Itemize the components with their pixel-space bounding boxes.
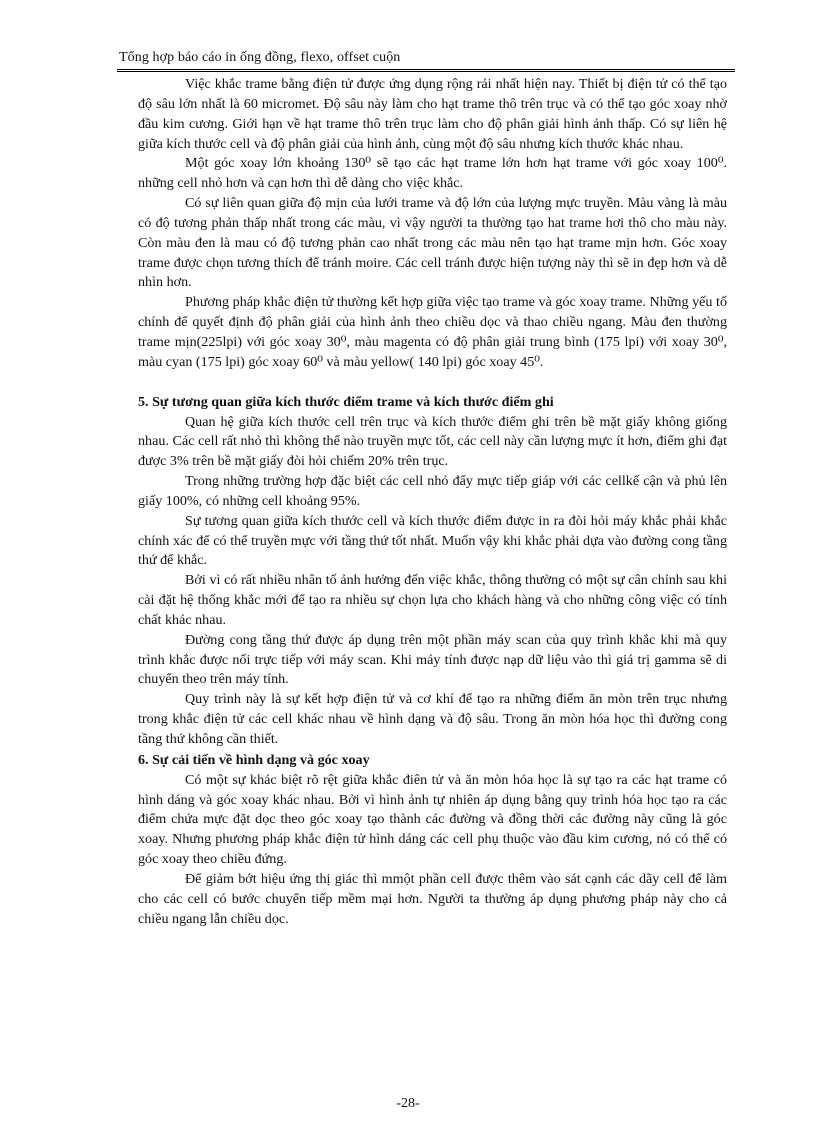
paragraph: Quy trình này là sự kết hợp điện tử và cơ khí để tạo ra những điểm ăn mòn trên trục nhưng trong khắc điện tử các cell khác nhau về hình dạng và độ sâu. Trong ăn mòn hóa học thì đường cong tầng thứ không cần thiết. <box>138 691 727 747</box>
paragraph: Đường cong tầng thứ được áp dụng trên một phần máy scan của quy trình khắc khi mà quy trình khắc được nối trực tiếp với máy scan. Khi máy tính được nạp dữ liệu vào thì giá trị gamma sẽ di chuyển theo trên máy tính. <box>138 631 727 688</box>
header-title: Tổng hợp báo cáo in ống đồng, flexo, offset cuộn <box>119 50 401 65</box>
paragraph: Có một sự khác biệt rõ rệt giữa khắc điên tử và ăn mòn hóa học là sự tạo ra các hạt trame có hình dáng và góc xoay khác nhau. Bởi vì hình ảnh tự nhiên áp dụng bằng quy trình hóa học tạo ra các điểm chứa mực đặt dọc theo góc xoay tạo thành các đường và đồng thời các đường này cũng là góc xoay. Nhưng phương pháp khắc điện tử hình dáng các cell phụ thuộc vào đầu kim cương, nó có thể có góc xoay theo chiều đứng. <box>138 771 727 868</box>
paragraph: Việc khắc trame bằng điện tử được ứng dụng rộng rải nhất hiện nay. Thiết bị điện tử có thể tạo độ sâu lớn nhất là 60 micromet. Độ sâu này làm cho hạt trame thô trên trục và có thể tạo góc xoay nhờ đầu kim cương. Giới hạn về hạt trame thô trên trục làm cho độ phân giải hình ảnh thấp. Có sự liên hệ giữa kích thước cell và độ phân giải của hình ảnh, cùng một độ sâu nhưng kích thước khác nhau. <box>138 76 727 152</box>
section-heading: 6. Sự cải tiến về hình dạng và góc xoay <box>138 751 370 768</box>
paragraph: Phương pháp khắc điện tử thường kết hợp giữa việc tạo trame và góc xoay trame. Những yếu tố chính để quyết định độ phân giải của hình ảnh theo chiều dọc và thao chiều ngang. Màu đen thường trame mịn(225lpi) với góc xoay 30⁰, màu magenta có độ phân giải trung bình (175 lpi) với xoay 30⁰, màu cyan (175 lpi) góc xoay 60⁰ và màu yellow( 140 lpi) góc xoay 45⁰. <box>138 294 727 370</box>
header-rule <box>117 69 735 72</box>
paragraph: Có sự liên quan giữa độ mịn của lưới trame và độ lớn của lượng mực truyền. Màu vàng là màu có độ tương phản thấp nhất trong các màu, vì vậy người ta thường tạo hat trame hơi thô cho màu này. Còn màu đen là mau có độ tương phản cao nhất trong các màu nên tạo hạt trame mịn hơn. Góc xoay trame được chọn tương thích để tránh moire. Các cell tránh được hiện tượng này thì sẽ in đẹp hơn và dễ nhìn hơn. <box>138 195 727 291</box>
paragraph: Quan hệ giữa kích thước cell trên trục và kích thước điểm ghi trên bề mặt giấy không giống nhau. Các cell rất nhỏ thì không thể nào truyền mực tốt, các cell này cần lượng mực ít hơn, điểm ghi đạt được 3% trên bề mặt giấy đòi hỏi chiếm 20% trên trục. <box>138 413 727 470</box>
page-header <box>117 50 735 72</box>
paragraph: Trong những trường hợp đặc biệt các cell nhỏ đẩy mực tiếp giáp với các cellkế cận và phủ lên giấy 100%, có những cell khoảng 95%. <box>138 473 727 509</box>
section-heading: 5. Sự tương quan giữa kích thước điểm trame và kích thước điểm ghi <box>138 393 554 410</box>
document-body <box>138 75 727 929</box>
paragraph: Sự tương quan giữa kích thước cell và kích thước điểm được in ra đòi hỏi máy khắc phải khắc chính xác để có thể truyền mực với tầng thứ tốt nhất. Muốn vậy khi khắc phải dựa vào đường cong tầng thứ để khắc. <box>138 512 727 569</box>
paragraph: Một góc xoay lớn khoảng 130⁰ sẽ tạo các hạt trame lớn hơn hạt trame với góc xoay 100⁰. những cell nhỏ hơn và cạn hơn thì dễ dàng cho việc khắc. <box>138 155 727 192</box>
page-number: -28- <box>396 1096 420 1111</box>
paragraph: Bởi vì có rất nhiều nhân tố ảnh hưởng đến việc khắc, thông thường có một sự cân chỉnh sau khi cài đặt hệ thống khắc mới để tạo ra nhiều sự chọn lựa cho khách hàng và cho những công việc có tính chất khác nhau. <box>138 572 727 628</box>
paragraph: Để giảm bớt hiệu ứng thị giác thì mmột phần cell được thêm vào sát cạnh các dãy cell để làm cho các cell có bước chuyển tiếp mềm mại hơn. Người ta thường áp dụng phương pháp này cho cả chiều ngang lẫn chiều dọc. <box>138 870 727 927</box>
